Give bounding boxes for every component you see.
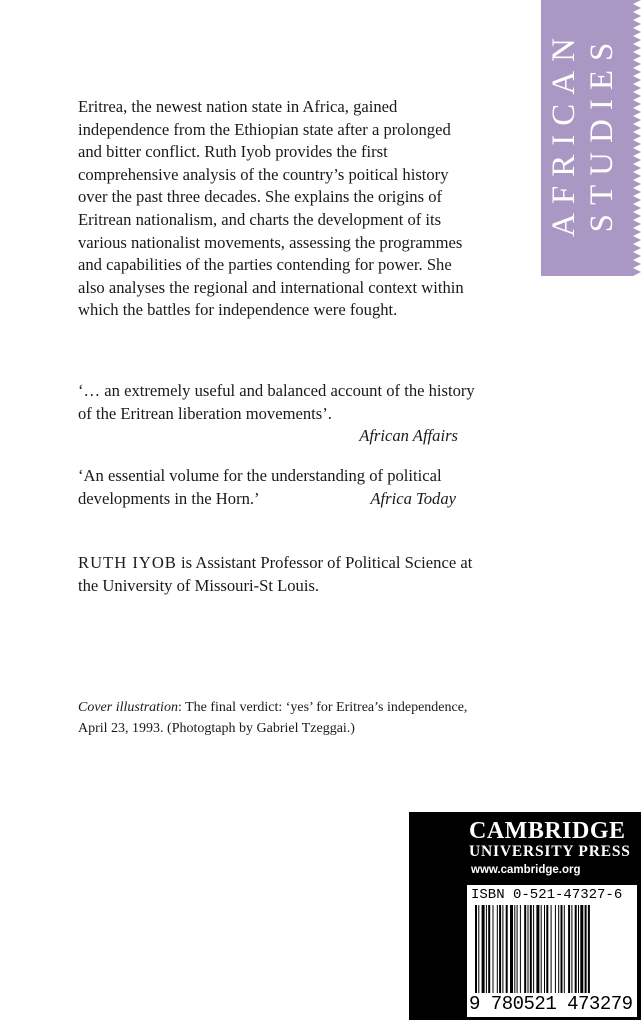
barcode-bar <box>502 905 503 993</box>
barcode-bar <box>530 905 532 993</box>
barcode-bar <box>578 905 579 993</box>
barcode-bar <box>558 905 559 993</box>
barcode-bar <box>488 905 490 993</box>
barcode-bar <box>475 905 477 993</box>
series-title-line1: AFRICAN <box>546 29 582 237</box>
barcode-bar <box>555 905 556 993</box>
cover-label: Cover illustration <box>78 700 178 715</box>
barcode-bar <box>514 905 515 993</box>
publisher-name: CAMBRIDGE <box>469 818 626 844</box>
review-quote-1 <box>78 380 478 448</box>
publisher-press: UNIVERSITY PRESS <box>469 843 631 860</box>
barcode-bar <box>564 905 565 993</box>
barcode-bar <box>544 905 545 993</box>
review-text: ‘… an extremely useful and balanced account of the history of the Eritrean liberation movements’. <box>78 381 475 423</box>
barcode-bar <box>585 905 587 993</box>
barcode-bar <box>482 905 485 993</box>
book-blurb: Eritrea, the newest nation state in Africa, gained independence from the Ethiopian state after a prolonged and bitter conflict. Ruth Iyob provides the first comprehensive analysis of the country’s poitical history over the past three decades. She explains the origins of Eritrean nationalism, and charts the development of its various nationalist movements, assessing the programmes and capabilities of the parties contending for power. She also analyses the regional and international context within which the battles for independence were fought. <box>78 97 464 320</box>
barcode-bar <box>551 905 552 993</box>
barcode-bar <box>561 905 563 993</box>
series-title-line2: STUDIES <box>584 33 620 233</box>
publisher-block <box>409 812 641 1020</box>
barcode-bar <box>486 905 487 993</box>
barcode-bar <box>588 905 590 993</box>
barcode-panel <box>467 885 637 1017</box>
author-name: RUTH IYOB <box>78 553 177 572</box>
barcode-bar <box>536 905 539 993</box>
barcode-bar <box>517 905 518 993</box>
review-source: Africa Today <box>370 488 456 508</box>
barcode-bar <box>493 905 494 993</box>
isbn-number: ISBN 0-521-47327-6 <box>471 887 623 903</box>
review-source: African Affairs <box>359 426 458 446</box>
barcode-bar <box>506 905 508 993</box>
cover-text: : The final verdict: ‘yes’ for Eritrea’s independence, April 23, 1993. (Photogtaph by Gabriel Tzeggai.) <box>78 700 468 736</box>
publisher-url: www.cambridge.org <box>471 864 581 876</box>
barcode-bar <box>510 905 513 993</box>
barcode-digits: 9 780521 473279 <box>469 993 633 1015</box>
barcode-bar <box>571 905 572 993</box>
review-text-line1: ‘An essential volume for the understanding of political <box>78 466 442 485</box>
barcode-bar <box>568 905 570 993</box>
barcode-bar <box>533 905 534 993</box>
barcode-bar <box>575 905 577 993</box>
zigzag-path <box>633 0 641 276</box>
series-title <box>545 8 625 258</box>
review-quote-2 <box>78 465 478 510</box>
barcode-bar <box>546 905 548 993</box>
barcode-bar <box>497 905 498 993</box>
cover-credit <box>78 697 478 739</box>
barcode-icon <box>475 905 633 993</box>
barcode-bar <box>478 905 479 993</box>
barcode-bar <box>528 905 529 993</box>
author-bio-text: is Assistant Professor of Political Science at the University of Missouri-St Louis. <box>78 553 473 595</box>
barcode-bar <box>499 905 501 993</box>
barcode-bar <box>580 905 583 993</box>
zigzag-edge <box>629 0 641 276</box>
author-bio <box>78 552 478 597</box>
review-text-line2: developments in the Horn.’ Africa Today <box>78 488 478 511</box>
barcode-bar <box>524 905 526 993</box>
barcode-bar <box>541 905 542 993</box>
barcode-bar <box>520 905 521 993</box>
